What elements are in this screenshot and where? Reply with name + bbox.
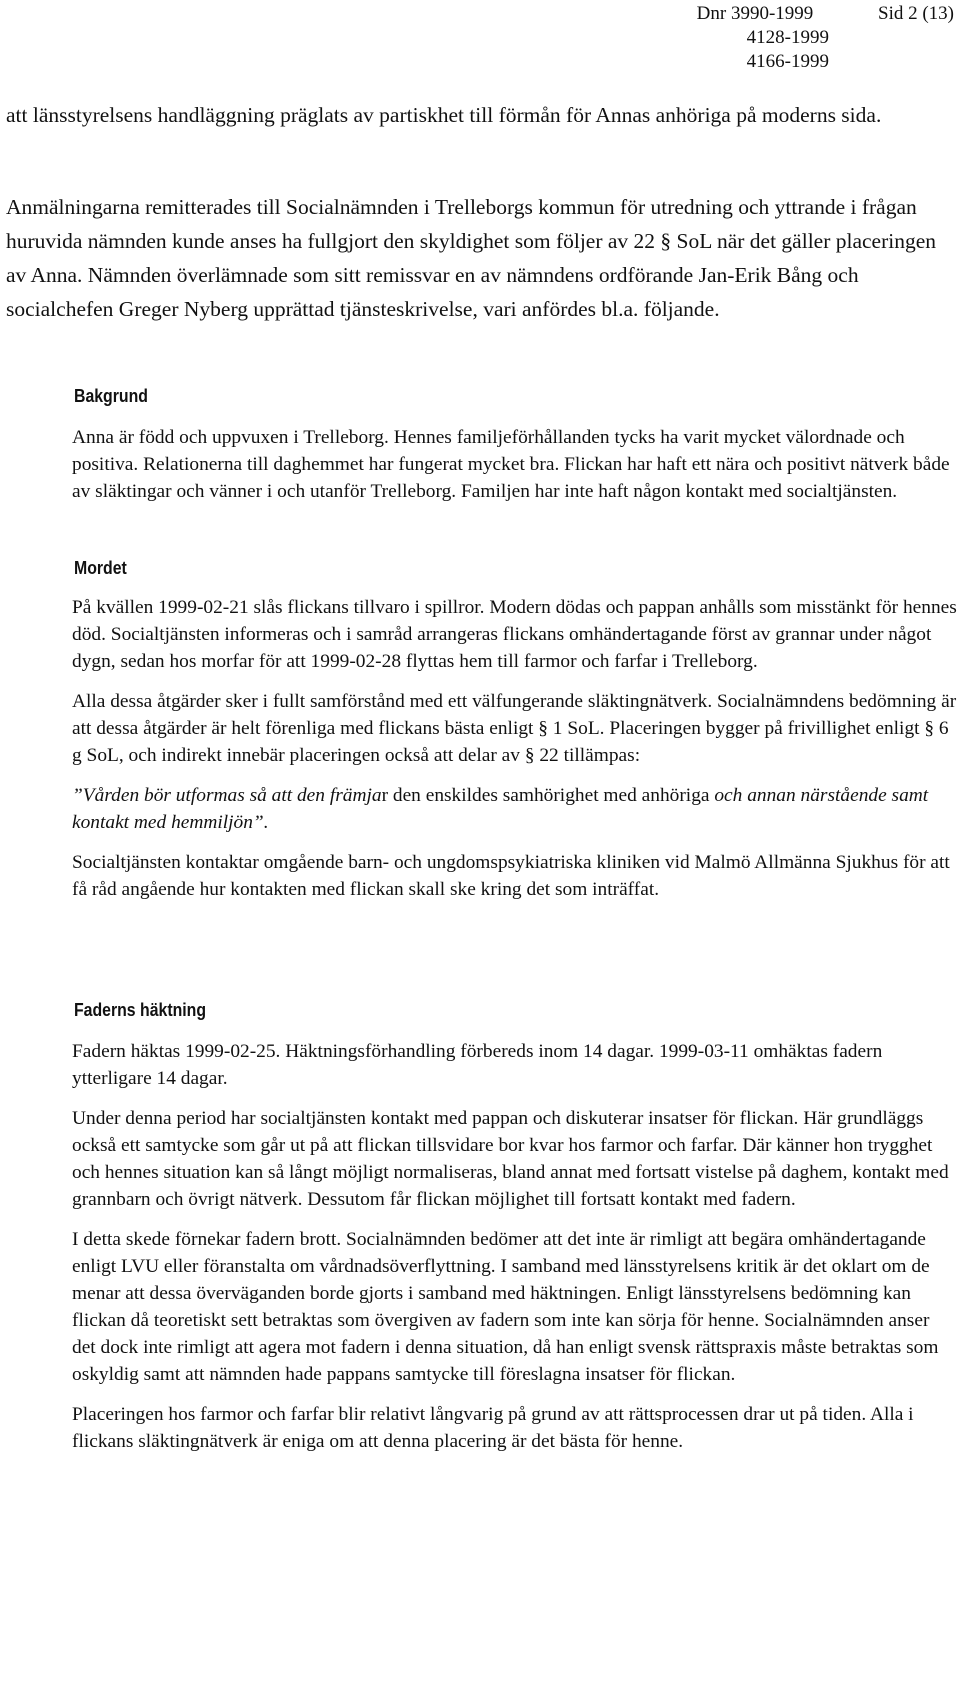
heading-bakgrund: Bakgrund bbox=[74, 386, 148, 406]
case-numbers bbox=[697, 2, 829, 74]
faderns-paragraph-3: I detta skede förnekar fadern brott. Socialnämnden bedömer att det inte är rimligt att begära omhändertagande enligt LVU eller föranstalta om vårdnadsöverflyttning. I samband med länsstyrelsens kritik är det oklart om de menar att dessa överväganden borde gjorts i samband med häktningen. Enligt länsstyrelsens bedömning kan flickan då teoretiskt sett betraktas som övergiven av fadern som inte kan sörja för henne. Socialnämnden anser det dock inte rimligt att agera mot fadern i denna situation, då han enligt svensk rättspraxis måste betraktas som oskyldig samt att nämnden hade pappans samtycke till föreslagna insatser för flickan. bbox=[72, 1229, 939, 1385]
law-quote bbox=[72, 782, 957, 836]
faderns-paragraph-1: Fadern häktas 1999-02-25. Häktningsförhandling förbereds inom 14 dagar. 1999-03-11 omhäktas fadern ytterligare 14 dagar. bbox=[72, 1041, 883, 1089]
heading-faderns-haktning: Faderns häktning bbox=[74, 1000, 207, 1020]
intro-paragraph-2: Anmälningarna remitterades till Socialnämnden i Trelleborgs kommun för utredning och yttrande i frågan huruvida nämnden kunde anses ha fullgjort den skyldighet som följer av 22 § SoL när det gäller placeringen av Anna. Nämnden överlämnade som sitt remissvar en av nämndens ordförande Jan-Erik Bång och socialchefen Greger Nyberg upprättad tjänsteskrivelse, vari anfördes bl.a. följande. bbox=[6, 195, 937, 321]
page-number: Sid 2 (13) bbox=[878, 3, 954, 24]
mordet-paragraph-3: Socialtjänsten kontaktar omgående barn- och ungdomspsykiatriska kliniken vid Malmö Allmänna Sjukhus för att få råd angående hur kontakten med flickan skall ske kring det som inträffat. bbox=[72, 852, 950, 900]
mordet-paragraph-2: Alla dessa åtgärder sker i fullt samförstånd med ett välfungerande släktingnätverk. Socialnämndens bedömning är att dessa åtgärder är helt förenliga med flickans bästa enligt § 1 SoL. Placeringen bygger på frivillighet enligt § 6 g SoL, och indirekt innebär placeringen också att delar av § 22 tillämpas: bbox=[72, 691, 957, 766]
intro-paragraph-1: att länsstyrelsens handläggning präglats av partiskhet till förmån för Annas anhöriga på moderns sida. bbox=[6, 103, 882, 127]
faderns-paragraph-4: Placeringen hos farmor och farfar blir relativt långvarig på grund av att rättsprocessen drar ut på tiden. Alla i flickans släktingnätverk är eniga om att denna placering är det bästa för henne. bbox=[72, 1404, 914, 1452]
quote-italic-end: och annan närstående samt kontakt med hemmiljön”. bbox=[72, 785, 929, 833]
bakgrund-paragraph-1: Anna är född och uppvuxen i Trelleborg. Hennes familjeförhållanden tycks ha varit mycket välordnade och positiva. Relationerna till daghemmet har fungerat mycket bra. Flickan har haft ett nära och positivt nätverk både av släktingar och vänner i och utanför Trelleborg. Familjen har inte haft någon kontakt med socialtjänsten. bbox=[72, 427, 950, 502]
quote-italic-start: ”Vården bör utformas så att den främja bbox=[72, 785, 382, 806]
mordet-paragraph-1: På kvällen 1999-02-21 slås flickans tillvaro i spillror. Modern dödas och pappan anhålls som misstänkt för hennes död. Socialtjänsten informeras och i samråd arrangeras flickans omhändertagande först av grannar under något dygn, sedan hos morfar för att 1999-02-28 flyttas hem till farmor och farfar i Trelleborg. bbox=[72, 597, 957, 672]
section-bakgrund bbox=[72, 424, 957, 518]
case-number-1: Dnr 3990-1999 bbox=[696, 3, 814, 24]
section-faderns-haktning bbox=[72, 1038, 957, 1468]
heading-mordet: Mordet bbox=[74, 558, 127, 578]
section-mordet bbox=[72, 594, 957, 916]
case-number-3: 4166-1999 bbox=[746, 51, 829, 72]
case-number-2: 4128-1999 bbox=[746, 27, 829, 48]
faderns-paragraph-2: Under denna period har socialtjänsten kontakt med pappan och diskuterar insatser för flickan. Här grundläggs också ett samtycke som går ut på att flickan tillsvidare bor kvar hos farmor och farfar. Där känner hon trygghet och hennes situation kan så långt möjligt normaliseras, bland annat med fortsatt vistelse på daghem, kontakt med grannbarn och övrigt nätverk. Dessutom får flickan möjlighet till fortsatt kontakt med fadern. bbox=[72, 1108, 949, 1210]
quote-plain-part: r den enskildes samhörighet med anhöriga bbox=[381, 785, 710, 806]
